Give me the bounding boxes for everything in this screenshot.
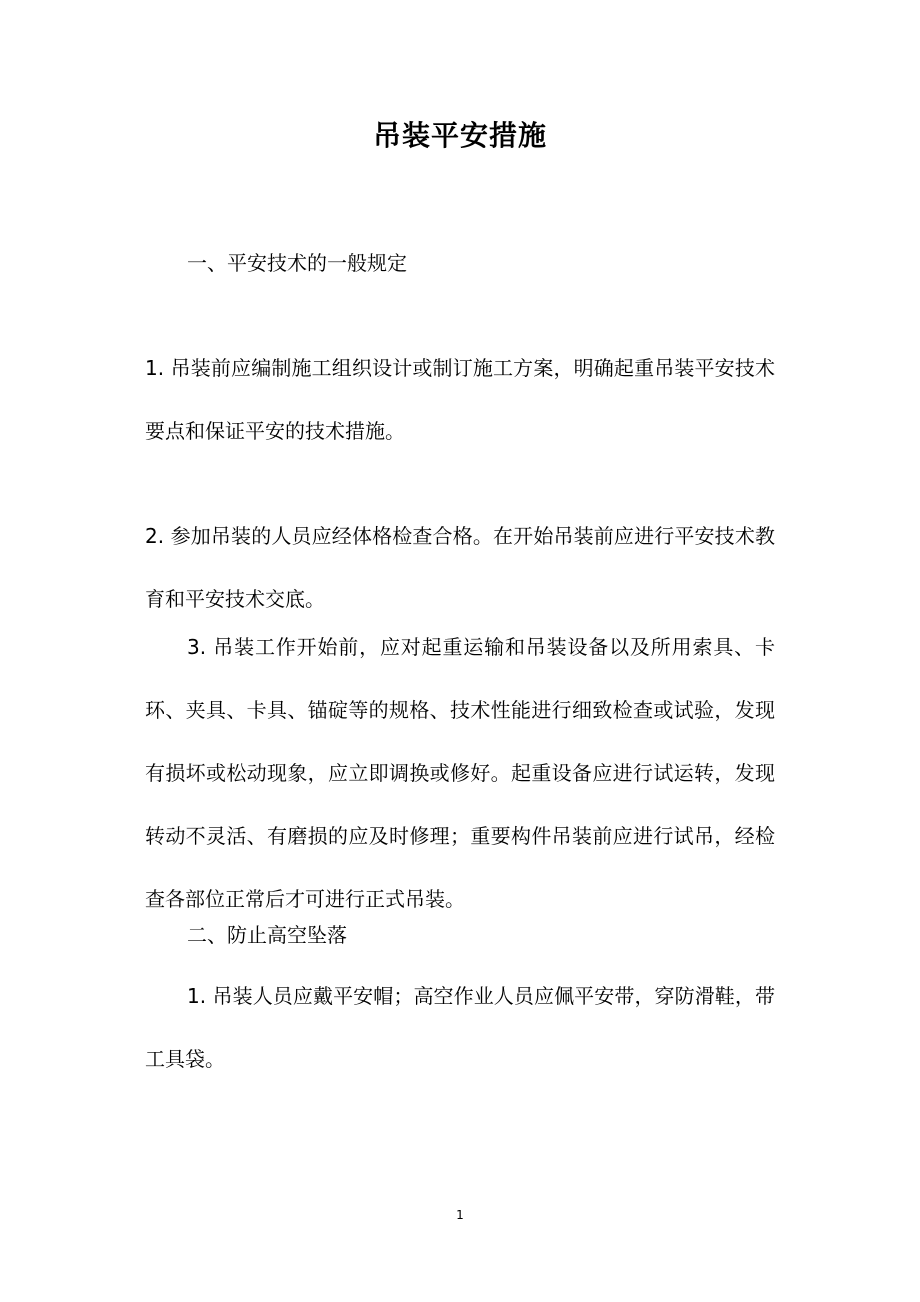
paragraph-2-1: 1. 吊装人员应戴平安帽；高空作业人员应佩平安带，穿防滑鞋，带工具袋。	[145, 984, 775, 1071]
paragraph-1-3: 3. 吊装工作开始前，应对起重运输和吊装设备以及所用索具、卡环、夹具、卡具、锚碇等的规格、技术性能进行细致检查或试验，发现有损坏或松动现象，应立即调换或修好。起重设备应进行试运转，发现转动不灵活、有磨损的应及时修理；重要构件吊装前应进行试吊，经检查各部位正常后才可进行正式吊装。	[145, 635, 775, 911]
paragraph-1-2: 2. 参加吊装的人员应经体格检查合格。在开始吊装前应进行平安技术教育和平安技术交底。	[145, 524, 775, 611]
paragraph-1-1: 1. 吊装前应编制施工组织设计或制订施工方案，明确起重吊装平安技术要点和保证平安的技术措施。	[145, 356, 775, 443]
section-heading-1: 一、平安技术的一般规定	[187, 251, 407, 275]
section-heading-2: 二、防止高空坠落	[187, 923, 347, 947]
document-title: 吊装平安措施	[372, 119, 547, 152]
page-number: 1	[456, 1208, 464, 1222]
